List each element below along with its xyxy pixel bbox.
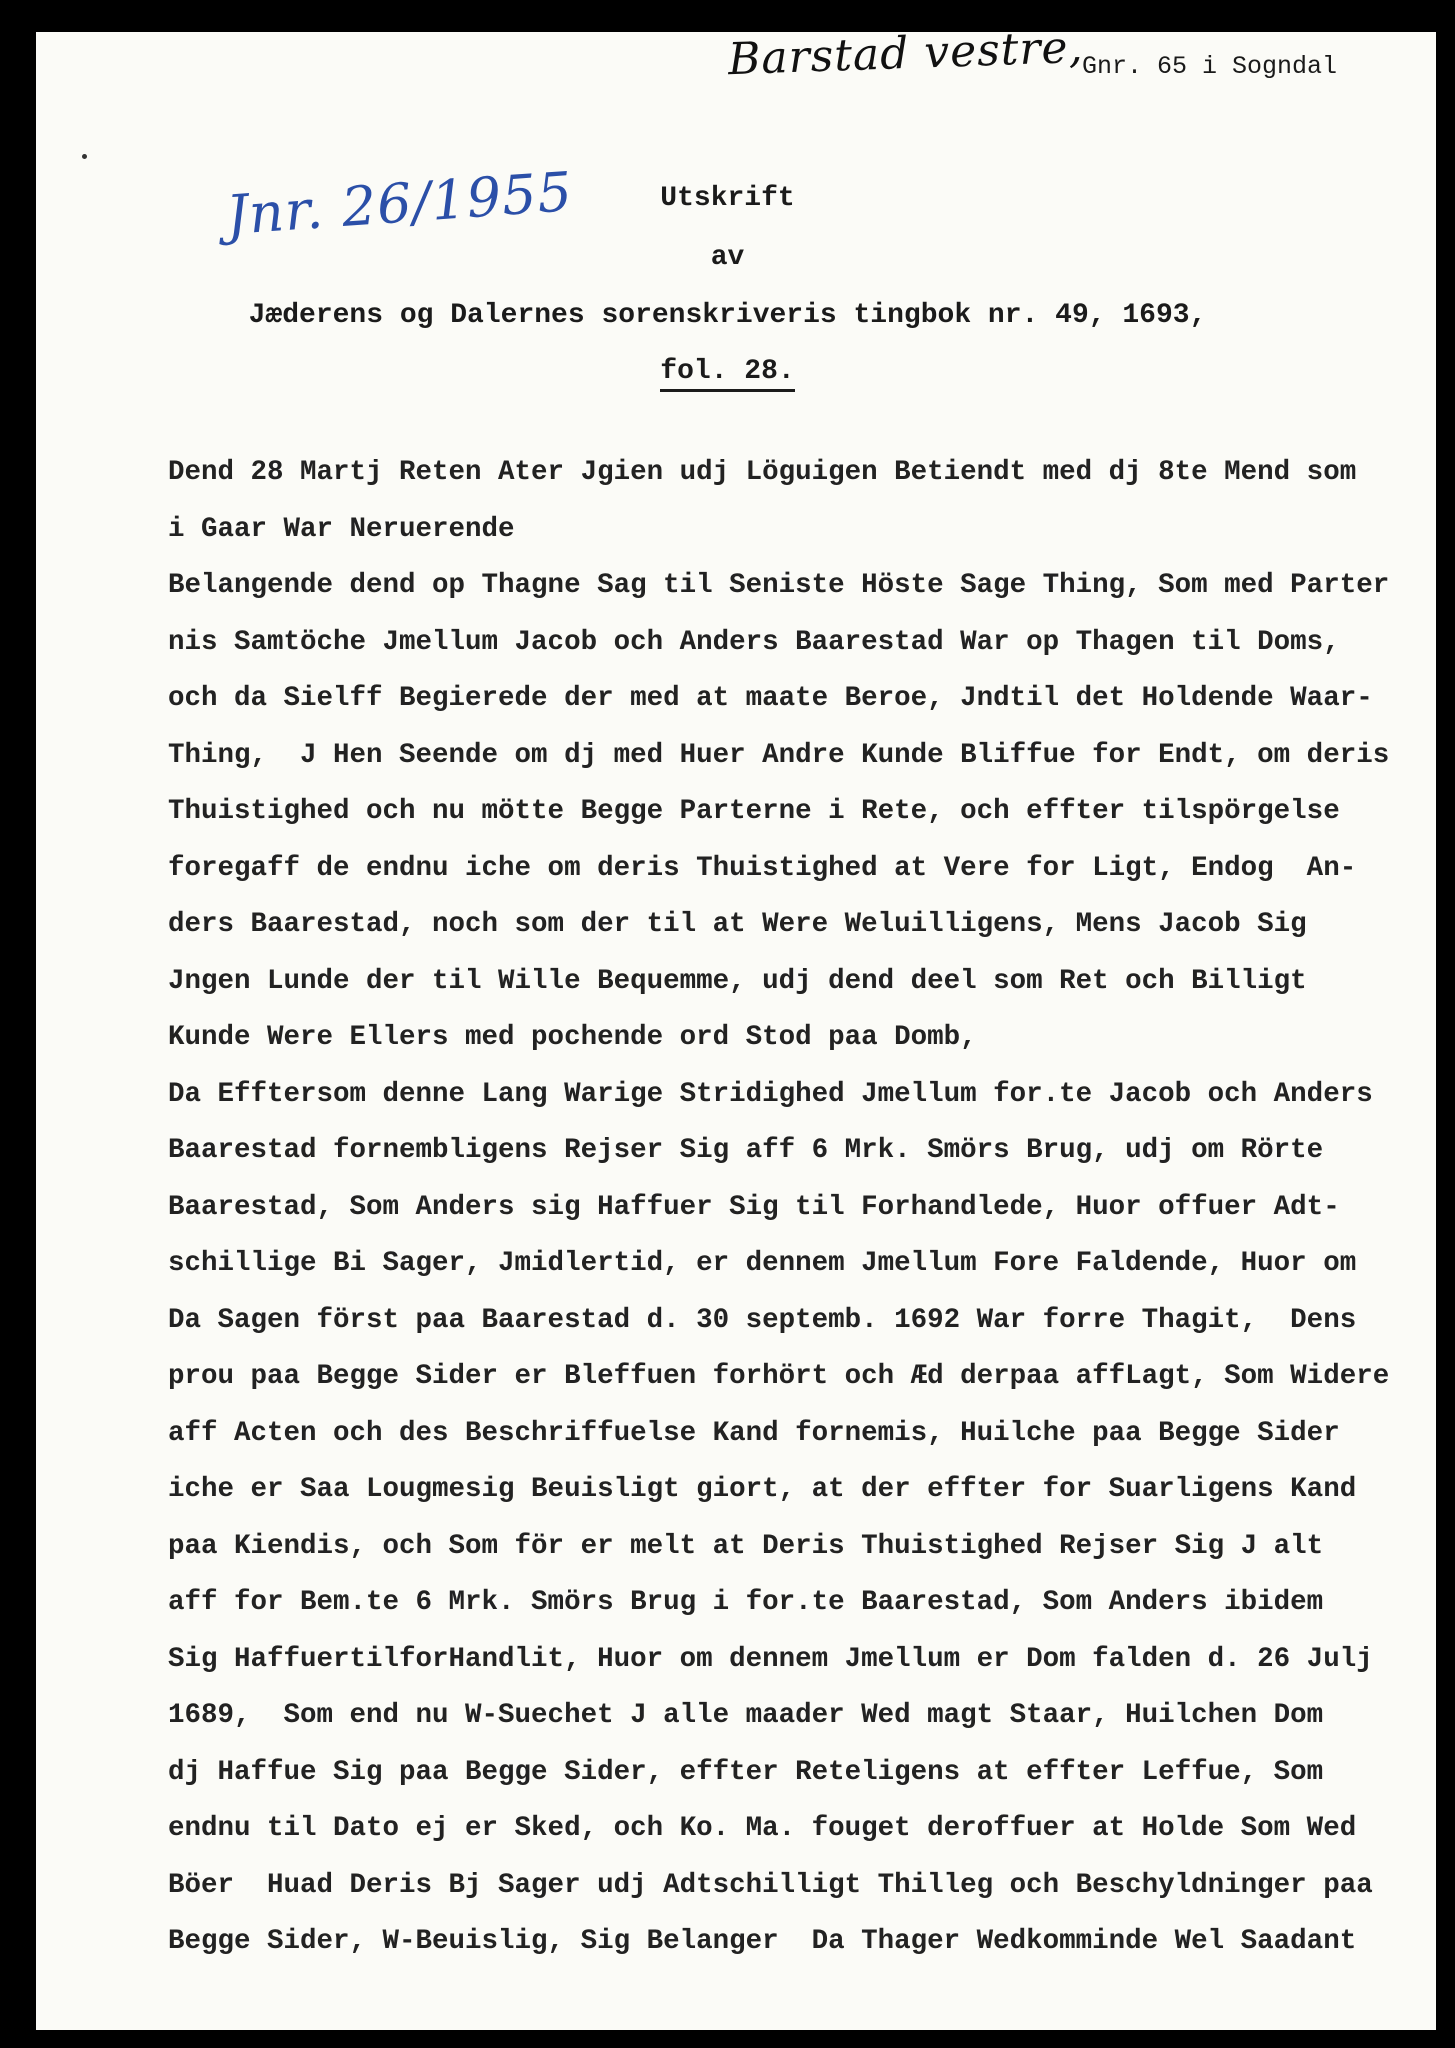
text-line: Sig HaffuertilforHandlit, Huor om dennem Jmellum er Dom falden d. 26 Julj	[168, 1643, 1373, 1675]
farm-number-reference: Gnr. 65 i Sogndal	[1082, 52, 1338, 81]
text-line: nis Samtöche Jmellum Jacob och Anders Baarestad War op Thagen til Doms,	[168, 626, 1340, 658]
heading-source: Jæderens og Dalernes sorenskriveris tingbok nr. 49, 1693,	[248, 300, 1207, 331]
text-line: foregaff de endnu iche om deris Thuistighed at Vere for Ligt, Endog An-	[168, 852, 1357, 884]
text-line: Kunde Were Ellers med pochende ord Stod paa Domb,	[168, 1022, 977, 1053]
text-line: Thuistighed och nu mötte Begge Parterne i Rete, och effter tilspörgelse	[168, 796, 1340, 827]
text-line: schillige Bi Sager, Jmidlertid, er dennem Jmellum Fore Faldende, Huor om	[168, 1248, 1357, 1279]
text-line: Thing, J Hen Seende om dj med Huer Andre Kunde Bliffue for Endt, om deris	[168, 739, 1390, 771]
heading-av: av	[710, 242, 745, 273]
text-line: iche er Saa Lougmesig Beuisligt giort, at der effter for Suarligens Kand	[168, 1474, 1357, 1505]
text-line: i Gaar War Neruerende	[168, 513, 515, 545]
punch-mark	[82, 154, 87, 159]
text-line: Jngen Lunde der til Wille Bequemme, udj dend deel som Ret och Billigt	[168, 965, 1307, 997]
text-line: Da Sagen först paa Baarestad d. 30 septemb. 1692 War forre Thagit, Dens	[168, 1304, 1357, 1336]
text-line: och da Sielff Begierede der med at maate Beroe, Jndtil det Holdende Waar-	[168, 683, 1373, 714]
text-line: endnu til Dato ej er Sked, och Ko. Ma. fouget deroffuer at Holde Som Wed	[168, 1813, 1357, 1844]
text-line: 1689, Som end nu W-Suechet J alle maader Wed magt Staar, Huilchen Dom	[168, 1700, 1324, 1731]
text-line: Dend 28 Martj Reten Ater Jgien udj Löguigen Betiendt med dj 8te Mend som	[168, 457, 1357, 488]
folio-underlined: fol. 28.	[660, 356, 794, 392]
text-line: Baarestad, Som Anders sig Haffuer Sig til Forhandlede, Huor offuer Adt-	[168, 1191, 1340, 1223]
transcription-body	[168, 445, 1428, 1971]
text-line: Da Efftersom denne Lang Warige Stridighed Jmellum for.te Jacob och Anders	[168, 1078, 1373, 1110]
text-line: aff for Bem.te 6 Mrk. Smörs Brug i for.te Baarestad, Som Anders ibidem	[168, 1587, 1324, 1618]
handwritten-journal-number: Jnr. 26/1955	[224, 159, 575, 248]
heading-folio	[0, 356, 1455, 387]
text-line: dj Haffue Sig paa Begge Sider, effter Reteligens at effter Leffue, Som	[168, 1756, 1324, 1788]
text-line: paa Kiendis, och Som för er melt at Deris Thuistighed Rejser Sig J alt	[168, 1530, 1324, 1562]
text-line: Begge Sider, W-Beuislig, Sig Belanger Da Thager Wedkomminde Wel Saadant	[168, 1926, 1357, 1957]
heading-utskrift: Utskrift	[660, 183, 795, 214]
text-line: prou paa Begge Sider er Bleffuen forhört och Æd derpaa affLagt, Som Widere	[168, 1361, 1390, 1392]
text-line: ders Baarestad, noch som der til at Were Weluilligens, Mens Jacob Sig	[168, 909, 1307, 940]
handwritten-farm-name: Barstad vestre,	[727, 21, 1085, 86]
text-line: Böer Huad Deris Bj Sager udj Adtschilligt Thilleg och Beschyldninger paa	[168, 1869, 1373, 1901]
text-line: aff Acten och des Beschriffuelse Kand fornemis, Huilche paa Begge Sider	[168, 1417, 1340, 1449]
text-line: Belangende dend op Thagne Sag til Seniste Höste Sage Thing, Som med Parter	[168, 570, 1390, 601]
text-line: Baarestad fornembligens Rejser Sig aff 6 Mrk. Smörs Brug, udj om Rörte	[168, 1135, 1324, 1166]
